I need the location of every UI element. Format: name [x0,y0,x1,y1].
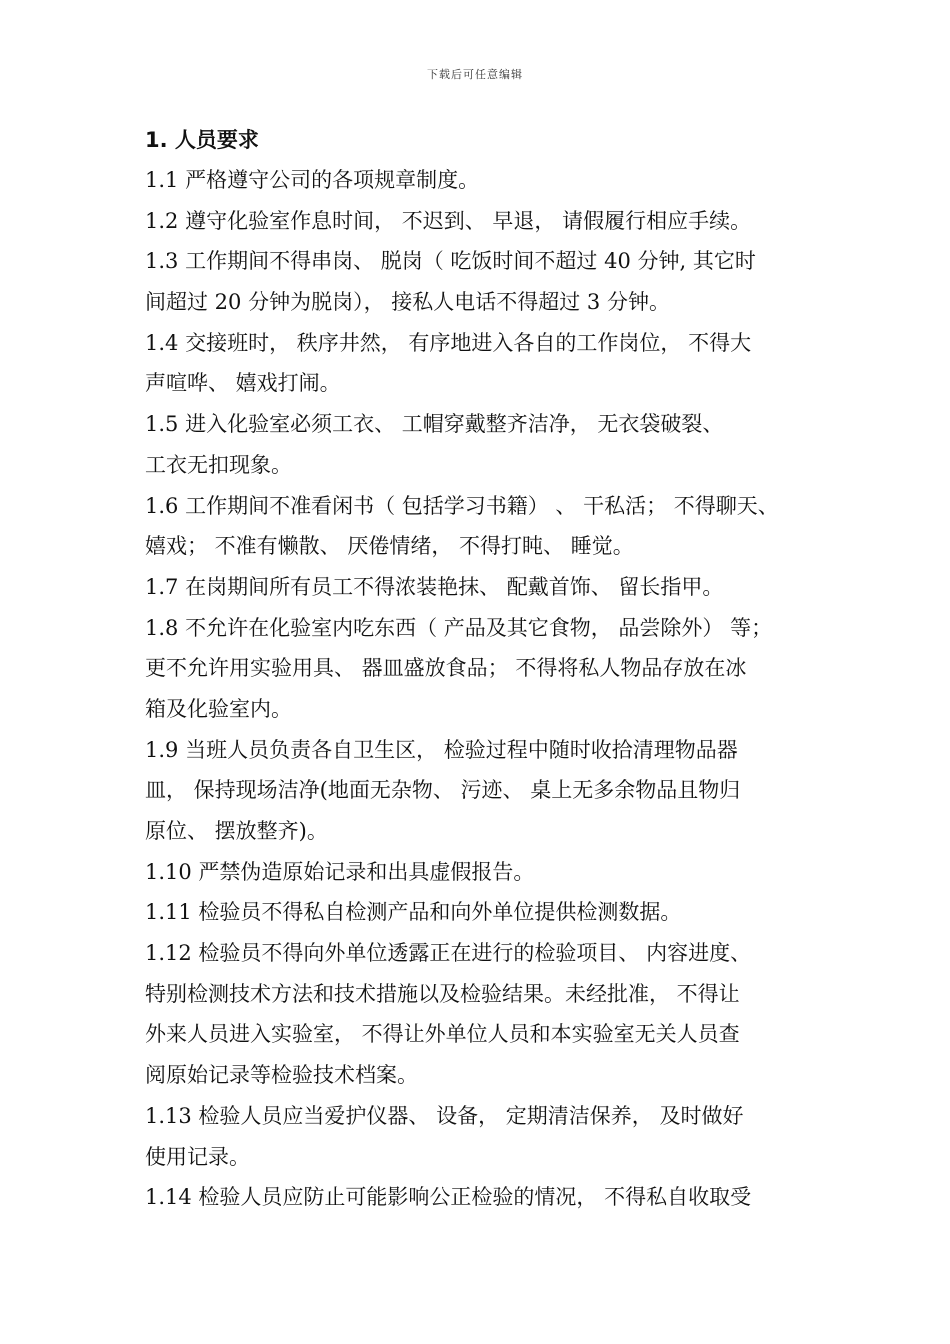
rule-paragraph [145,892,835,933]
rule-text-line: 1.13 检验人员应当爱护仪器、 设备， 定期清洁保养， 及时做好 [145,1103,744,1128]
rule-text-line: 阅原始记录等检验技术档案。 [145,1063,418,1088]
rule-text-line: 1.14 检验人员应防止可能影响公正检验的情况， 不得私自收取受 [145,1185,752,1210]
rule-text-line: 原位、 摆放整齐)。 [145,819,328,843]
rule-paragraph [145,241,835,322]
rule-paragraph [145,608,835,730]
rule-text-line: 1.5 进入化验室必须工衣、 工帽穿戴整齐洁净， 无衣袋破裂、 [145,412,724,437]
rule-text-line: 嬉戏； 不准有懒散、 厌倦情绪， 不得打盹、 睡觉。 [145,534,634,559]
document-body [145,120,835,1218]
rule-paragraph [145,404,835,485]
rule-text-line: 更不允许用实验用具、 器皿盛放食品； 不得将私人物品存放在冰 [145,656,747,681]
rule-text-line: 外来人员进入实验室， 不得让外单位人员和本实验室无关人员查 [145,1022,740,1047]
rule-text-line: 1.9 当班人员负责各自卫生区， 检验过程中随时收拾清理物品器 [145,737,738,762]
rule-text-line: 使用记录。 [145,1144,250,1169]
rule-text-line: 声喧哗、 嬉戏打闹。 [145,371,341,396]
rule-text-line: 1.8 不允许在化验室内吃东西（ 产品及其它食物， 品尝除外） 等； [145,615,773,640]
rule-paragraph [145,201,835,242]
rule-paragraph [145,486,835,567]
rule-paragraph [145,1096,835,1177]
rule-text-line: 1.2 遵守化验室作息时间， 不迟到、 早退， 请假履行相应手续。 [145,208,752,233]
rule-text-line: 1.7 在岗期间所有员工不得浓装艳抹、 配戴首饰、 留长指甲。 [145,574,724,599]
rule-text-line: 1.4 交接班时， 秩序井然， 有序地进入各自的工作岗位， 不得大 [145,330,752,355]
rule-text-line: 1.12 检验员不得向外单位透露正在进行的检验项目、 内容进度、 [145,941,752,966]
rule-paragraph [145,160,835,201]
rule-text-line: 1.1 严格遵守公司的各项规章制度。 [145,168,480,192]
rule-text-line: 1.10 严禁伪造原始记录和出具虚假报告。 [145,859,535,884]
paragraph-list [145,160,835,1218]
rule-text-line: 1.6 工作期间不准看闲书（ 包括学习书籍） 、 干私活； 不得聊天、 [145,493,779,518]
rule-text-line: 箱及化验室内。 [145,696,292,721]
rule-paragraph [145,567,835,608]
rule-paragraph [145,933,835,1096]
rule-text-line: 1.3 工作期间不得串岗、 脱岗（ 吃饭时间不超过 40 分钟, 其它时 [145,249,756,274]
rule-text-line: 特别检测技术方法和技术措施以及检验结果。未经批准， 不得让 [145,981,740,1006]
rule-paragraph [145,852,835,893]
rule-text-line: 皿， 保持现场洁净(地面无杂物、 污迹、 桌上无多余物品且物归 [145,778,741,803]
rule-text-line: 工衣无扣现象。 [145,452,292,477]
rule-paragraph [145,1177,835,1218]
section-title: 1. 人员要求 [145,128,259,152]
rule-paragraph [145,730,835,852]
rule-text-line: 间超过 20 分钟为脱岗）， 接私人电话不得超过 3 分钟。 [145,290,670,315]
rule-text-line: 1.11 检验员不得私自检测产品和向外单位提供检测数据。 [145,900,682,925]
rule-paragraph [145,323,835,404]
page-header-note: 下载后可任意编辑 [427,68,523,81]
